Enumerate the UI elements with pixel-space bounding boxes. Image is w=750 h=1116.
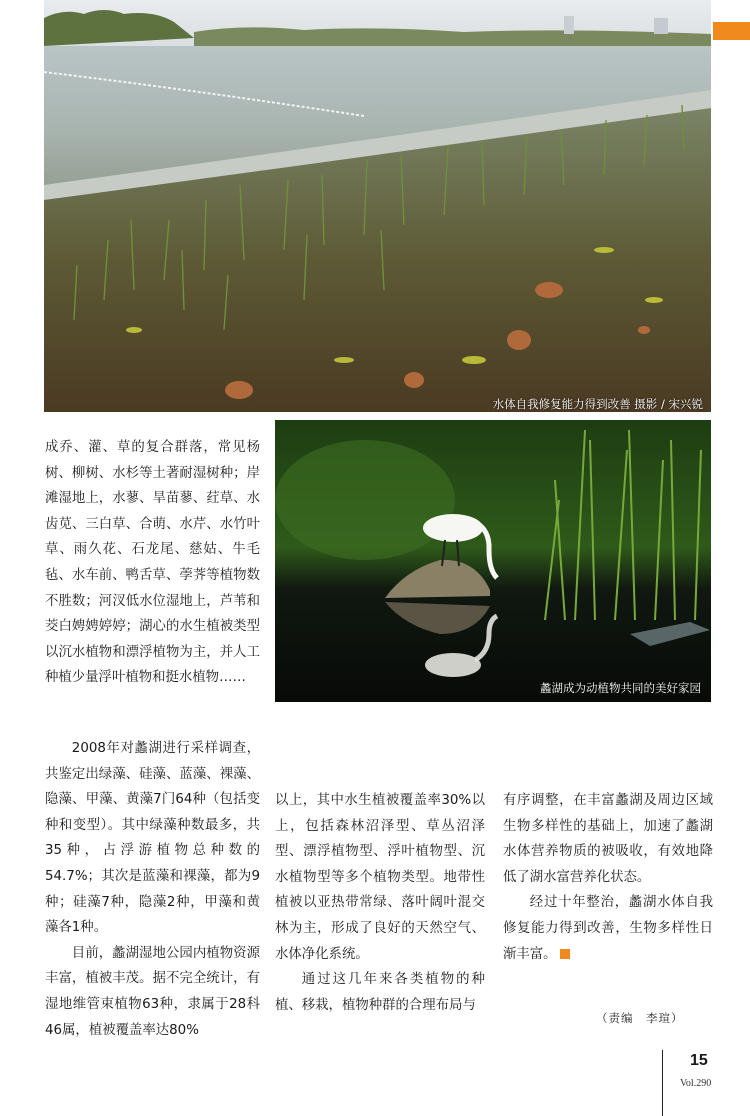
folio-divider (662, 1050, 663, 1116)
editor-credit: （责编 李瑄） (596, 1011, 684, 1025)
planting-paragraph: 通过这几年来各类植物的种植、移栽，植物种群的合理布局与 (275, 972, 485, 1013)
page-number: 15 (690, 1052, 708, 1069)
lake-shallows-illustration (44, 0, 711, 412)
section-tab-marker (713, 22, 750, 40)
conclusion-text: 经过十年整治，蠡湖水体自我修复能力得到改善，生物多样性日渐丰富。 (503, 895, 713, 962)
wetland-plants-paragraph: 目前，蠡湖湿地公园内植物资源丰富，植被丰茂。据不完全统计，有湿地维管束植物63种，隶属于28科46属，植被覆盖率达80% (45, 945, 260, 1038)
volume-label: Vol.290 (680, 1078, 712, 1089)
egret-illustration (275, 420, 711, 702)
article-column-1 (45, 435, 260, 691)
vegetation-types-paragraph: 以上，其中水生植被覆盖率30%以上，包括森林沼泽型、草丛沼泽型、漂浮植物型、浮叶植物型、沉水植物型等多个植物类型。地带性植被以亚热带常绿、落叶阔叶混交林为主，形成了良好的天然空气、水体净化系统。 (275, 793, 485, 962)
article-column-2 (45, 736, 260, 1043)
plant-community-paragraph: 成乔、灌、草的复合群落，常见杨树、柳树、水杉等土著耐湿树种；岸滩湿地上，水蓼、旱苗蓼、荭草、水齿苋、三白草、合萌、水芹、水竹叶草、雨久花、石龙尾、慈姑、牛毛毡、水车前、鸭舌草、荸荠等植物数不胜数；河汊低水位湿地上，芦苇和茭白娉娉婷婷；湖心的水生植被类型以沉水植物和漂浮植物为主，并人工种植少量浮叶植物和挺水植物…… (45, 440, 260, 686)
lake-shallows-photo (44, 0, 711, 412)
conclusion-paragraph (503, 890, 713, 967)
top-photo-caption: 水体自我修复能力得到改善 摄影 / 宋兴锐 (492, 397, 703, 411)
article-column-4 (503, 788, 713, 967)
adjustment-paragraph: 有序调整，在丰富蠡湖及周边区域生物多样性的基础上，加速了蠡湖水体营养物质的被吸收，有效地降低了湖水富营养化状态。 (503, 793, 713, 885)
egret-photo (275, 420, 711, 702)
egret-photo-caption: 蠡湖成为动植物共同的美好家园 (540, 681, 701, 695)
article-column-3 (275, 788, 485, 1018)
algae-survey-paragraph: 2008年对蠡湖进行采样调查，共鉴定出绿藻、硅藻、蓝藻、裸藻、隐藻、甲藻、黄藻7门64种（包括变种和变型）。其中绿藻种数最多，共35种，占浮游植物总种数的54.7%；其次是蓝藻和裸藻，都为9种；硅藻7种，隐藻2种，甲藻和黄藻各1种。 (45, 741, 260, 936)
article-end-mark (560, 949, 570, 959)
